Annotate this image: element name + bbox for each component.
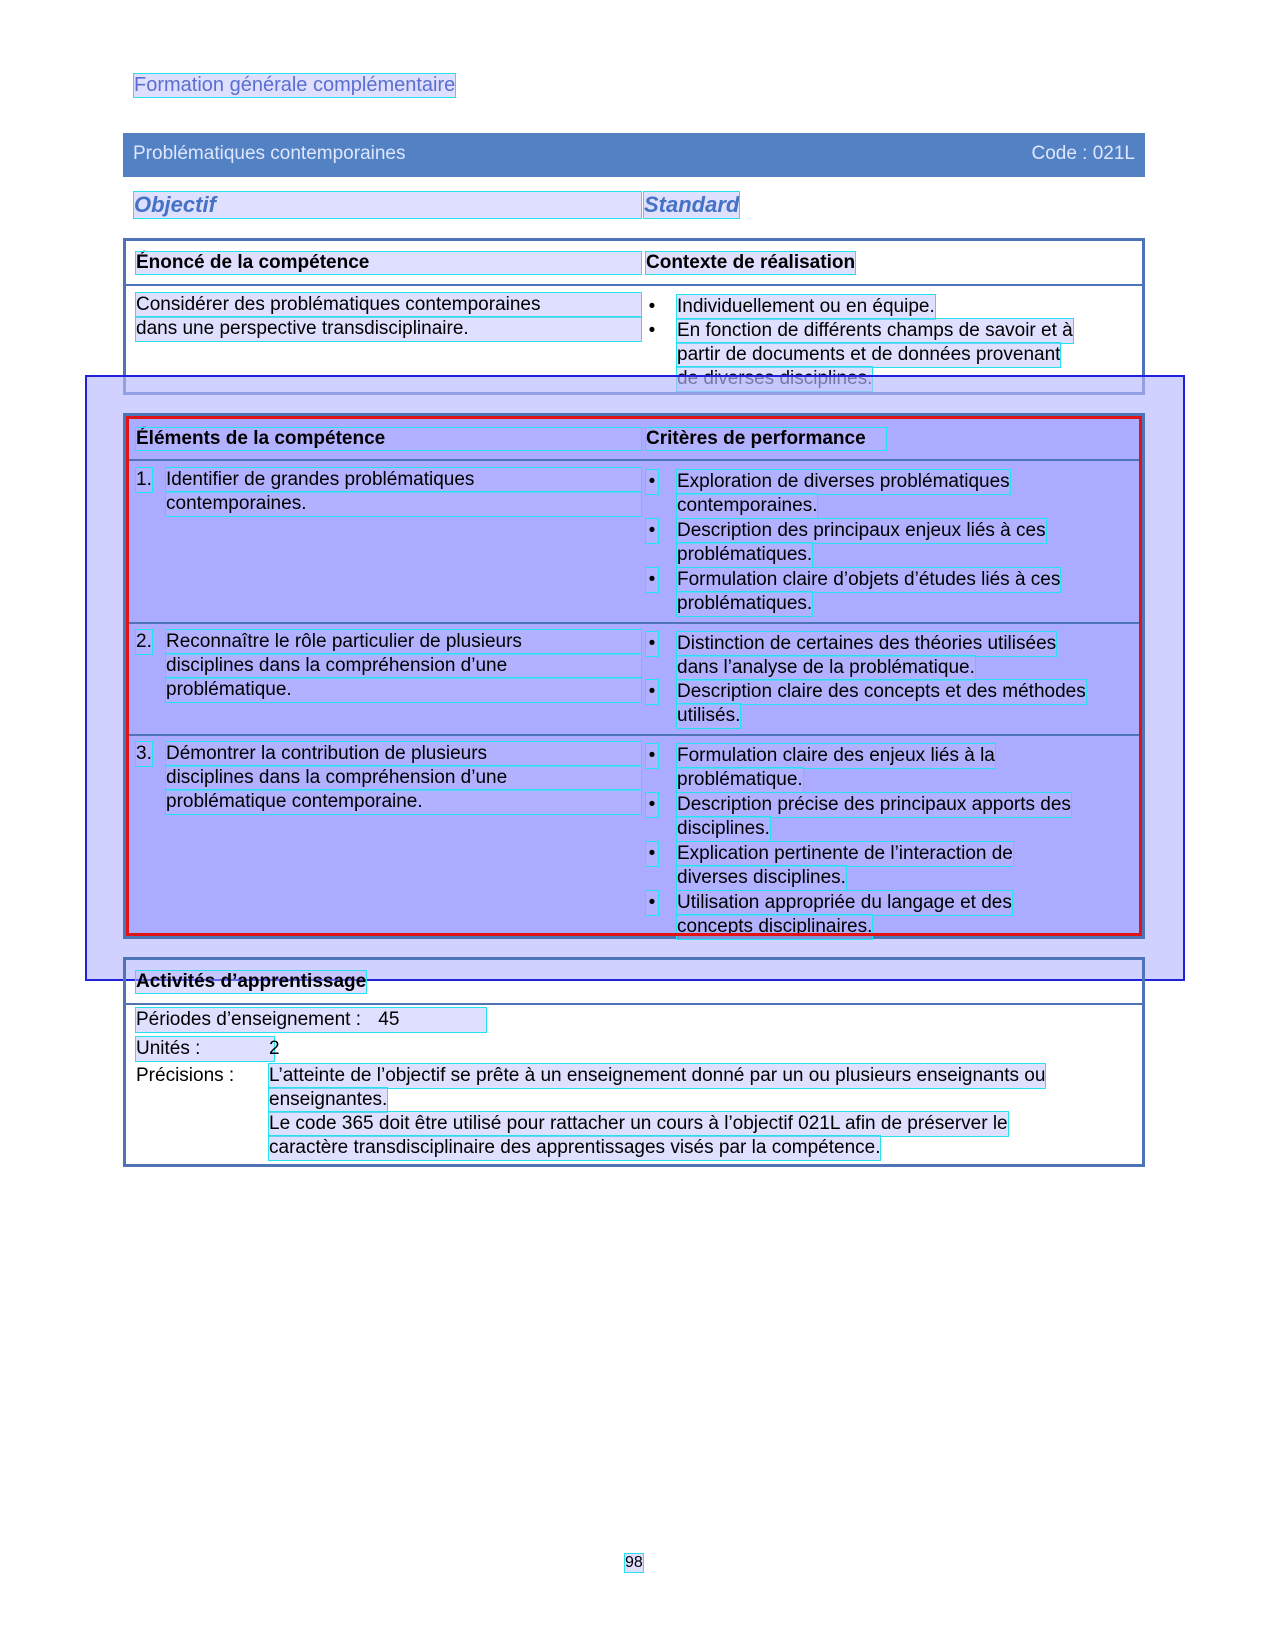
precisions-label: Précisions : <box>136 1065 235 1086</box>
page-number: 98 <box>625 1554 643 1571</box>
criterion-line: Distinction de certaines des théories utilisées <box>677 633 1057 654</box>
bullet-icon: • <box>648 296 656 317</box>
selection-frame <box>126 416 1142 936</box>
criterion-line: concepts disciplinaires. <box>677 916 873 937</box>
precisions-line: enseignantes. <box>269 1089 388 1110</box>
element-line: problématique contemporaine. <box>166 790 641 814</box>
document-header-title: Formation générale complémentaire <box>134 74 456 96</box>
units-label: Unités : <box>136 1037 274 1061</box>
element-number: 3. <box>136 743 152 764</box>
divider <box>126 284 1142 286</box>
bullet-icon: • <box>646 744 658 768</box>
competence-statement-line: dans une perspective transdisciplinaire. <box>136 317 641 341</box>
element-line: disciplines dans la compréhension d’une <box>166 654 641 678</box>
criterion-line: utilisés. <box>677 705 741 726</box>
objectif-heading: Objectif <box>134 192 641 218</box>
bullet-icon: • <box>646 842 658 866</box>
element-line: Démontrer la contribution de plusieurs <box>166 742 641 766</box>
element-line: contemporaines. <box>166 492 641 516</box>
criterion-line: Explication pertinente de l’interaction de <box>677 843 1013 864</box>
element-line: disciplines dans la compréhension d’une <box>166 766 641 790</box>
criterion-line: Formulation claire des enjeux liés à la <box>677 745 995 766</box>
course-code: Code : 021L <box>1031 143 1135 164</box>
course-title-bar <box>123 133 1145 177</box>
element-line: Identifier de grandes problématiques <box>166 468 641 492</box>
precisions-line: Le code 365 doit être utilisé pour rattacher un cours à l’objectif 021L afin de préserver le <box>269 1113 1008 1134</box>
course-title: Problématiques contemporaines <box>133 143 406 164</box>
element-line: problématique. <box>166 678 641 702</box>
bullet-icon: • <box>648 320 656 341</box>
criteria-heading: Critères de performance <box>646 428 886 450</box>
criterion-line: Utilisation appropriée du langage et des <box>677 892 1012 913</box>
context-item-line: partir de documents et de données provenant <box>677 344 1061 365</box>
divider <box>126 1003 1142 1005</box>
criterion-line: problématiques. <box>677 593 813 614</box>
competence-box <box>123 238 1145 395</box>
units-value: 2 <box>269 1038 280 1059</box>
bullet-icon: • <box>646 632 658 656</box>
activities-box <box>123 957 1145 1167</box>
periods-label: Périodes d’enseignement : <box>136 1009 361 1030</box>
activities-heading: Activités d’apprentissage <box>136 971 367 992</box>
criterion-line: Formulation claire d’objets d’études liés à ces <box>677 569 1061 590</box>
elements-heading: Éléments de la compétence <box>136 428 641 450</box>
element-line: Reconnaître le rôle particulier de plusieurs <box>166 630 641 654</box>
periods-value: 45 <box>378 1009 400 1030</box>
criterion-line: problématique. <box>677 769 803 790</box>
precisions-line: caractère transdisciplinaire des apprentissages visés par la compétence. <box>269 1137 881 1158</box>
competence-statement-heading: Énoncé de la compétence <box>136 252 641 274</box>
precisions-line: L’atteinte de l’objectif se prête à un enseignement donné par un ou plusieurs enseignants ou <box>269 1065 1046 1086</box>
bullet-icon: • <box>646 519 658 543</box>
criterion-line: diverses disciplines. <box>677 867 846 888</box>
bullet-icon: • <box>646 891 658 915</box>
bullet-icon: • <box>646 793 658 817</box>
standard-heading: Standard <box>644 192 740 217</box>
criterion-line: Description des principaux enjeux liés à ces <box>677 520 1046 541</box>
criterion-line: Description claire des concepts et des méthodes <box>677 681 1086 702</box>
periods-row <box>136 1008 486 1032</box>
criterion-line: problématiques. <box>677 544 813 565</box>
criterion-line: Description précise des principaux apports des <box>677 794 1071 815</box>
bullet-icon: • <box>646 568 658 592</box>
context-heading: Contexte de réalisation <box>646 252 856 273</box>
context-item-line: Individuellement ou en équipe. <box>677 296 935 317</box>
element-number: 1. <box>136 469 152 490</box>
element-number: 2. <box>136 631 152 652</box>
criterion-line: dans l’analyse de la problématique. <box>677 657 975 678</box>
bullet-icon: • <box>646 470 658 494</box>
criterion-line: contemporaines. <box>677 495 818 516</box>
competence-statement-line: Considérer des problématiques contemporaines <box>136 293 641 317</box>
bullet-icon: • <box>646 680 658 704</box>
criterion-line: Exploration de diverses problématiques <box>677 471 1010 492</box>
criterion-line: disciplines. <box>677 818 770 839</box>
context-item-line: En fonction de différents champs de savoir et à <box>677 320 1073 341</box>
